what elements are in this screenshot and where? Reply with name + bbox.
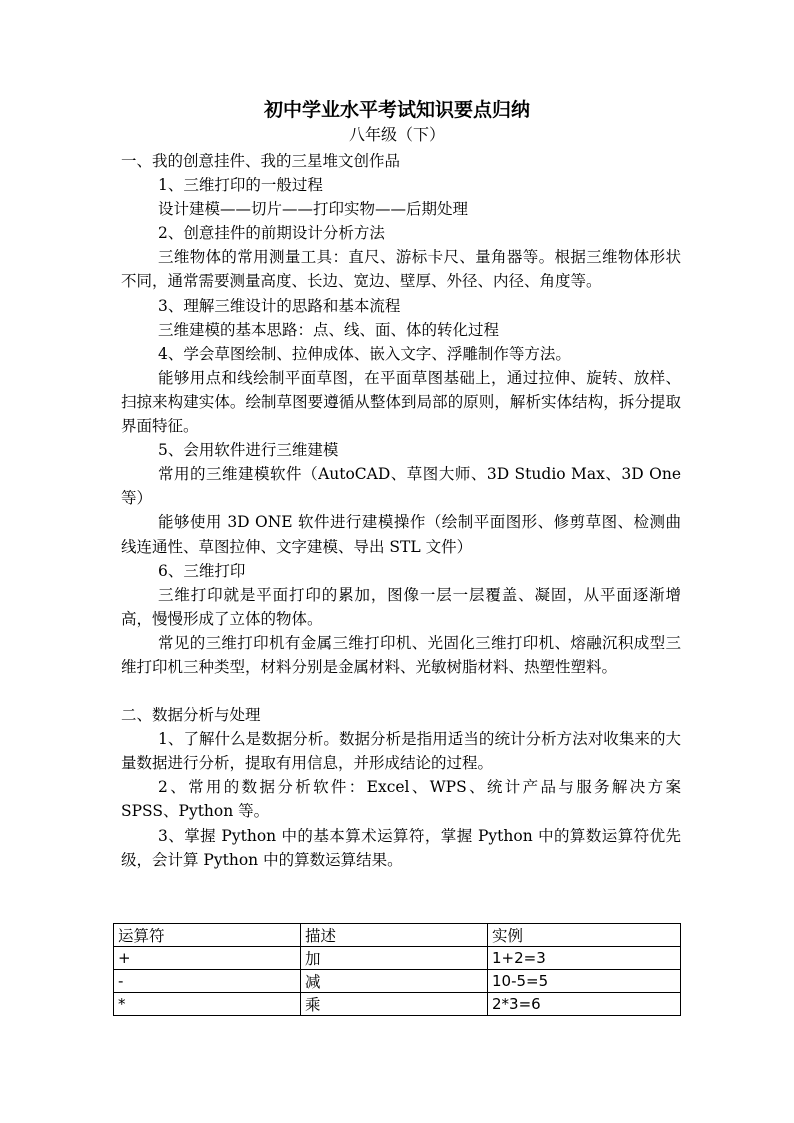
paragraph-printer-types: 常见的三维打印机有金属三维打印机、光固化三维打印机、熔融沉积成型三维打印机三种类型，材料分别是金属材料、光敏树脂材料、热塑性塑料。: [121, 633, 681, 676]
table-cell: 减: [301, 970, 488, 993]
paragraph-data-analysis-definition: 1、了解什么是数据分析。数据分析是指用适当的统计分析方法对收集来的大量数据进行分析，提取有用信息，并形成结论的过程。: [121, 730, 681, 773]
table-cell: *: [114, 993, 301, 1016]
subheading-design-workflow: 3、理解三维设计的思路和基本流程: [158, 296, 401, 315]
subheading-sketch-methods: 4、学会草图绘制、拉伸成体、嵌入文字、浮雕制作等方法。: [158, 344, 571, 363]
paragraph-sketch-details: 能够用点和线绘制平面草图，在平面草图基础上，通过拉伸、旋转、放样、扫掠来构建实体。绘制草图要遵循从整体到局部的原则，解析实体结构，拆分提取界面特征。: [121, 368, 681, 436]
document-subtitle: 八年级（下）: [348, 125, 445, 144]
section-heading-2: 二、数据分析与处理: [121, 706, 261, 725]
document-title: 初中学业水平考试知识要点归纳: [263, 99, 530, 121]
subheading-3d-printing-process: 1、三维打印的一般过程: [158, 176, 323, 195]
table-header-row: [114, 924, 681, 947]
subheading-modeling-software: 5、会用软件进行三维建模: [158, 441, 339, 460]
table-row: [114, 947, 681, 970]
table-cell: +: [114, 947, 301, 970]
paragraph-modeling-idea: 三维建模的基本思路：点、线、面、体的转化过程: [158, 320, 500, 339]
paragraph-software-list: 常用的三维建模软件（AutoCAD、草图大师、3D Studio Max、3D One 等）: [121, 465, 681, 508]
table-cell: 1+2=3: [488, 947, 681, 970]
paragraph-printing-principle: 三维打印就是平面打印的累加，图像一层一层覆盖、凝固，从平面逐渐增高，慢慢形成了立体的物体。: [121, 585, 681, 628]
table-header-cell: 描述: [301, 924, 488, 947]
table-cell: 2*3=6: [488, 993, 681, 1016]
table-cell: -: [114, 970, 301, 993]
paragraph-process-steps: 设计建模——切片——打印实物——后期处理: [158, 200, 469, 219]
paragraph-measurement-tools: 三维物体的常用测量工具：直尺、游标卡尺、量角器等。根据三维物体形状不同，通常需要测量高度、长边、宽边、壁厚、外径、内径、角度等。: [121, 248, 681, 291]
table-header-cell: 实例: [488, 924, 681, 947]
subheading-3d-printing: 6、三维打印: [158, 561, 246, 580]
table-cell: 乘: [301, 993, 488, 1016]
paragraph-analysis-software: 2、常用的数据分析软件：Excel、WPS、统计产品与服务解决方案 SPSS、Python 等。: [121, 778, 681, 821]
paragraph-3d-one-usage: 能够使用 3D ONE 软件进行建模操作（绘制平面图形、修剪草图、检测曲线连通性、草图拉伸、文字建模、导出 STL 文件）: [121, 513, 681, 556]
document-body: [121, 149, 681, 872]
operator-table: [113, 923, 681, 1016]
table-row: [114, 970, 681, 993]
table-cell: 10-5=5: [488, 970, 681, 993]
table-cell: 加: [301, 947, 488, 970]
subheading-design-analysis: 2、创意挂件的前期设计分析方法: [158, 224, 385, 243]
paragraph-python-operators: 3、掌握 Python 中的基本算术运算符，掌握 Python 中的算数运算符优先级，会计算 Python 中的算数运算结果。: [121, 826, 681, 869]
table-row: [114, 993, 681, 1016]
table-header-cell: 运算符: [114, 924, 301, 947]
blank-line: [121, 679, 681, 703]
section-heading-1: 一、我的创意挂件、我的三星堆文创作品: [121, 152, 401, 170]
